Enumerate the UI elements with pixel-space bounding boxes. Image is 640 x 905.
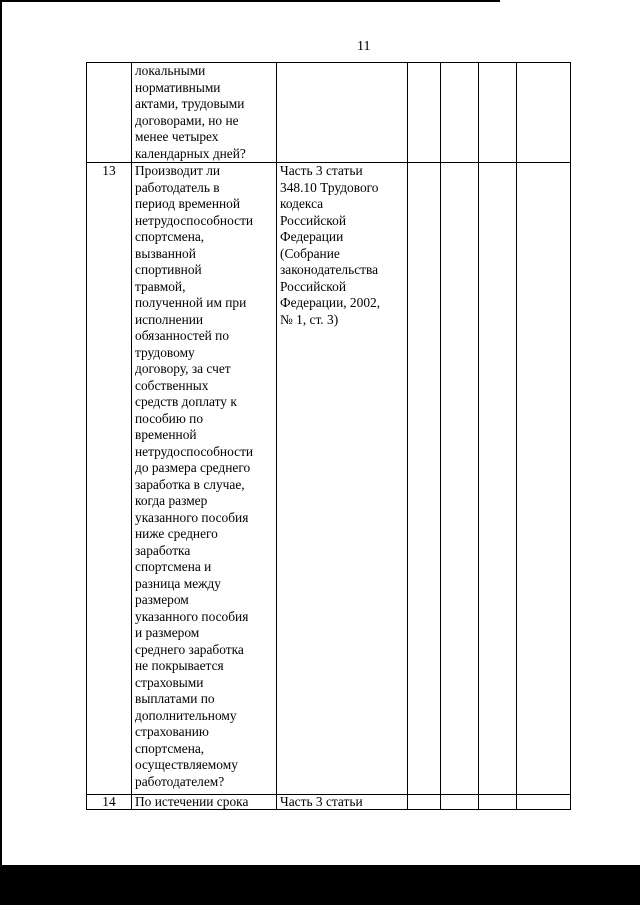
answer-no-cell (441, 63, 479, 163)
comment-cell (517, 163, 571, 795)
table-row (87, 163, 571, 795)
row-number (87, 63, 132, 163)
legal-reference-cell: Часть 3 статьи (277, 795, 408, 810)
answer-na-cell (479, 63, 517, 163)
row-number: 14 (87, 795, 132, 810)
answer-no-cell (441, 163, 479, 795)
checklist-table (86, 62, 571, 810)
row-number: 13 (87, 163, 132, 795)
page-number: 11 (357, 39, 371, 54)
scan-edge-top (0, 0, 500, 2)
comment-cell (517, 795, 571, 810)
legal-reference-cell (277, 63, 408, 163)
question-cell: локальными нормативными актами, трудовыми договорами, но не менее четырех календарных дней? (132, 63, 277, 163)
question-cell: Производит ли работодатель в период временной нетрудоспособности спортсмена, вызванной спортивной травмой, полученной им при исполнении обязанностей по трудовому договору, за счет собственных средств доплату к пособию по временной нетрудоспособности до размера среднего заработка в случае, когда размер указанного пособия ниже среднего заработка спортсмена и разница между размером указанного пособия и размером среднего заработка не покрывается страховыми выплатами по дополнительному страхованию спортсмена, осуществляемому работодателем? (132, 163, 277, 795)
question-cell: По истечении срока (132, 795, 277, 810)
answer-na-cell (479, 163, 517, 795)
table-row (87, 63, 571, 163)
scan-edge-bottom (0, 865, 640, 905)
legal-reference-cell: Часть 3 статьи 348.10 Трудового кодекса Российской Федерации (Собрание законодательства Российской Федерации, 2002, № 1, ст. 3) (277, 163, 408, 795)
table-row (87, 795, 571, 810)
answer-yes-cell (408, 63, 441, 163)
scan-edge-left (0, 0, 2, 905)
answer-na-cell (479, 795, 517, 810)
answer-yes-cell (408, 795, 441, 810)
answer-no-cell (441, 795, 479, 810)
comment-cell (517, 63, 571, 163)
answer-yes-cell (408, 163, 441, 795)
